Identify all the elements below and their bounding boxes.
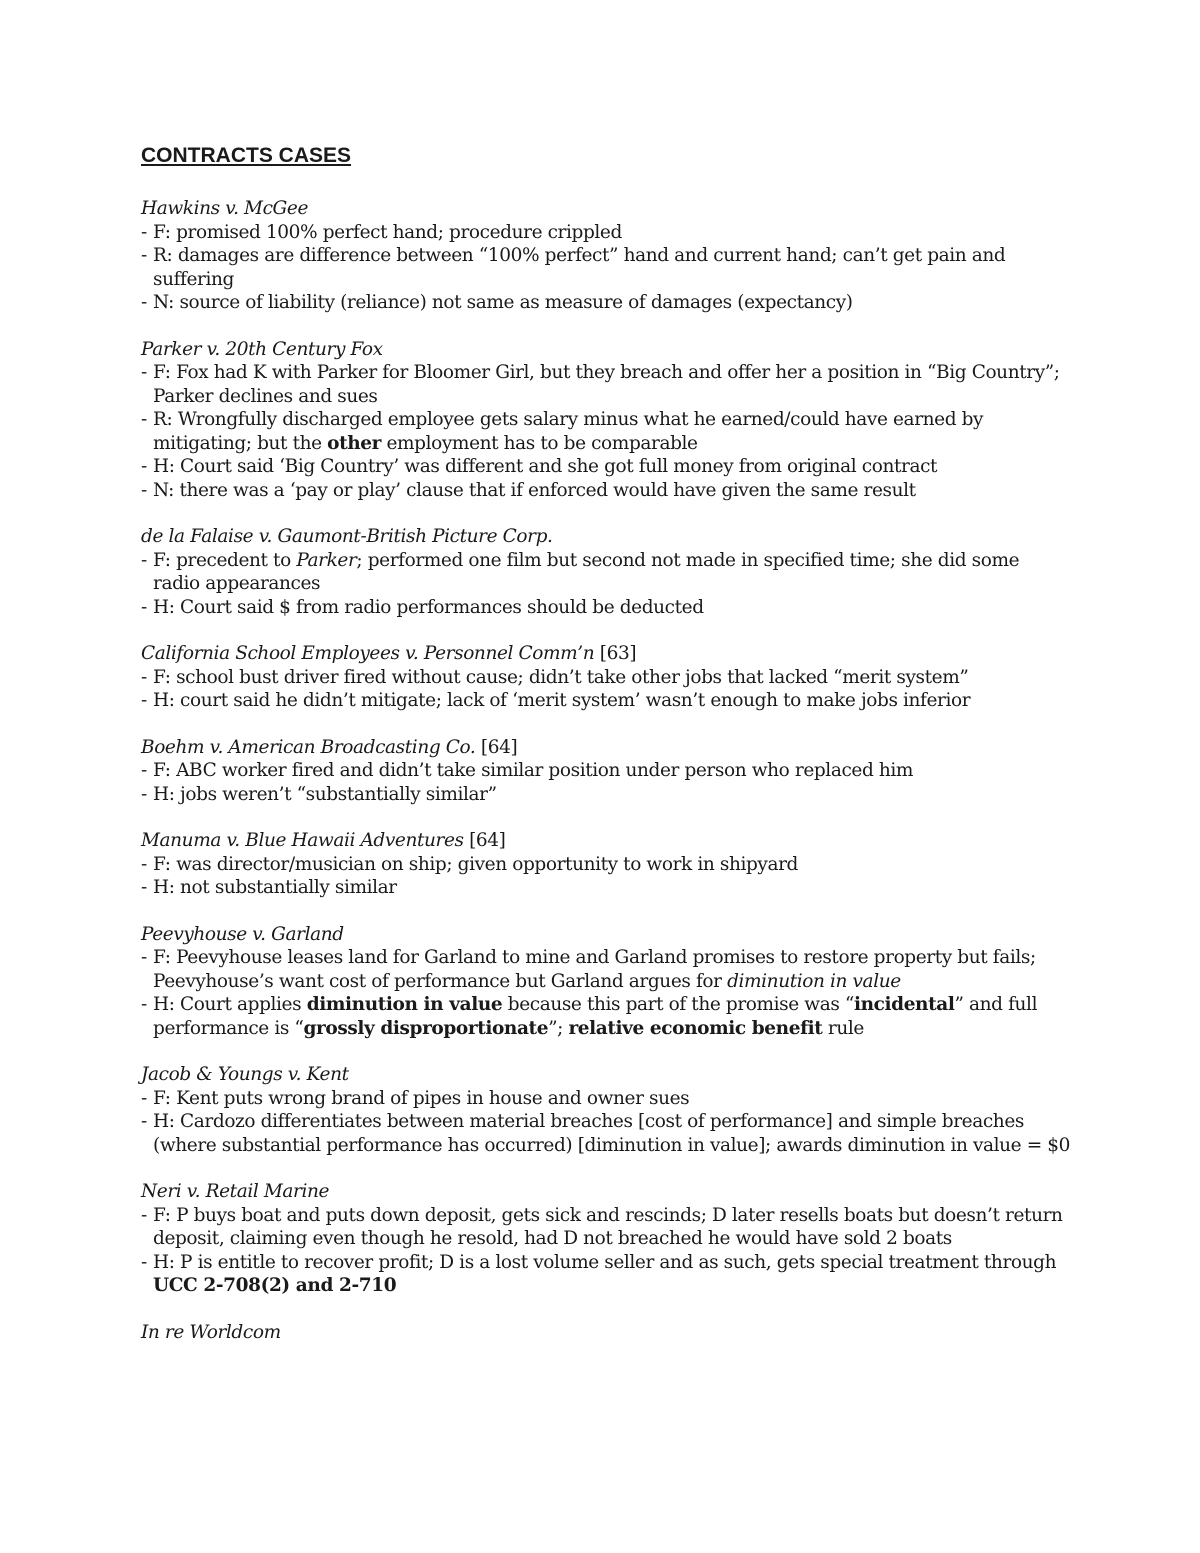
note-text: F: Kent puts wrong brand of pipes in house and owner sues bbox=[153, 1087, 690, 1109]
case-note bbox=[141, 361, 1071, 408]
case-note bbox=[141, 291, 1071, 315]
case-entry bbox=[141, 829, 1071, 900]
note-text: H: Court applies bbox=[153, 994, 307, 1015]
case-heading bbox=[141, 923, 1071, 947]
case-note bbox=[141, 221, 1071, 245]
case-name: California School Employees v. Personnel Comm’n bbox=[141, 643, 595, 664]
case-note bbox=[141, 596, 1071, 620]
note-text: F: promised 100% perfect hand; procedure crippled bbox=[153, 221, 622, 243]
note-text: F: precedent to bbox=[153, 549, 297, 571]
case-name: Jacob & Youngs v. Kent bbox=[141, 1064, 349, 1085]
case-note bbox=[141, 479, 1071, 503]
case-heading bbox=[141, 1180, 1071, 1204]
case-entry bbox=[141, 642, 1071, 713]
emphasis-bold: relative economic benefit bbox=[568, 1017, 823, 1039]
case-name: Parker v. 20th Century Fox bbox=[141, 338, 383, 360]
case-note bbox=[141, 549, 1071, 596]
case-citation: [64] bbox=[475, 736, 518, 758]
emphasis-bold: UCC 2-708(2) and 2-710 bbox=[153, 1275, 397, 1296]
case-note bbox=[141, 993, 1071, 1040]
note-text: ” and full performance is “ bbox=[153, 994, 1038, 1039]
note-text: N: there was a ‘pay or play’ clause that if enforced would have given the same result bbox=[153, 479, 916, 501]
note-text: R: Wrongfully discharged employee gets salary minus what he earned/could have earned by mitigating; but the bbox=[153, 409, 984, 454]
case-name: de la Falaise v. Gaumont-British Picture Corp. bbox=[141, 526, 553, 547]
note-text: F: P buys boat and puts down deposit, gets sick and rescinds; D later resells boats but doesn’t return deposit, claiming even though he resold, had D not breached he would have sold 2 boats bbox=[153, 1204, 1063, 1249]
case-note bbox=[141, 1204, 1071, 1251]
emphasis-bold: diminution in value bbox=[306, 994, 503, 1015]
case-list bbox=[141, 197, 1071, 1344]
case-entry bbox=[141, 1063, 1071, 1157]
note-text: F: school bust driver fired without cause; didn’t take other jobs that lacked “merit system” bbox=[153, 666, 969, 688]
note-text: H: Court said ‘Big Country’ was different and she got full money from original contract bbox=[153, 456, 938, 477]
case-heading bbox=[141, 1321, 1071, 1345]
case-heading bbox=[141, 197, 1071, 221]
page-title: CONTRACTS CASES bbox=[141, 144, 352, 167]
case-note bbox=[141, 876, 1071, 900]
case-heading bbox=[141, 525, 1071, 549]
case-note bbox=[141, 783, 1071, 807]
note-text: H: court said he didn’t mitigate; lack of ‘merit system’ wasn’t enough to make jobs inferior bbox=[153, 690, 971, 711]
case-note bbox=[141, 1251, 1071, 1298]
note-text: H: Cardozo differentiates between material breaches [cost of performance] and simple breaches (where substantial performance has occurred) [diminution in value]; awards diminution in value = $0 bbox=[153, 1111, 1071, 1156]
case-entry bbox=[141, 525, 1071, 619]
case-name: Neri v. Retail Marine bbox=[141, 1181, 330, 1202]
note-text: H: jobs weren’t “substantially similar” bbox=[153, 783, 497, 805]
case-entry bbox=[141, 338, 1071, 503]
case-note bbox=[141, 689, 1071, 713]
note-text: H: P is entitle to recover profit; D is a lost volume seller and as such, gets special treatment through bbox=[153, 1251, 1057, 1273]
case-note bbox=[141, 1110, 1071, 1157]
case-entry bbox=[141, 923, 1071, 1041]
case-heading bbox=[141, 642, 1071, 666]
note-text: ; performed one film but second not made in specified time; she did some radio appearances bbox=[153, 549, 1020, 594]
case-note bbox=[141, 666, 1071, 690]
note-text: F: ABC worker fired and didn’t take similar position under person who replaced him bbox=[153, 760, 914, 781]
case-name: In re Worldcom bbox=[141, 1321, 281, 1343]
case-entry bbox=[141, 736, 1071, 807]
case-name: Peevyhouse v. Garland bbox=[141, 923, 344, 945]
case-note bbox=[141, 759, 1071, 783]
emphasis-italic: Parker bbox=[296, 549, 357, 571]
case-name: Hawkins v. McGee bbox=[141, 198, 309, 219]
note-text: N: source of liability (reliance) not same as measure of damages (expectancy) bbox=[153, 292, 853, 313]
case-heading bbox=[141, 1063, 1071, 1087]
note-text: rule bbox=[822, 1017, 864, 1039]
case-note bbox=[141, 244, 1071, 291]
emphasis-italic: diminution in value bbox=[727, 970, 901, 992]
document-page bbox=[141, 141, 1071, 1367]
note-text: R: damages are difference between “100% perfect” hand and current hand; can’t get pain and suffering bbox=[153, 245, 1006, 290]
case-citation: [63] bbox=[594, 643, 637, 664]
note-text: F: was director/musician on ship; given opportunity to work in shipyard bbox=[153, 853, 798, 875]
case-note bbox=[141, 408, 1071, 455]
note-text: employment has to be comparable bbox=[381, 432, 698, 454]
note-text: F: Peevyhouse leases land for Garland to mine and Garland promises to restore property but fails; Peevyhouse’s want cost of performance but Garland argues for bbox=[153, 947, 1036, 992]
case-citation: [64] bbox=[463, 830, 506, 851]
case-entry bbox=[141, 197, 1071, 315]
note-text: F: Fox had K with Parker for Bloomer Girl, but they breach and offer her a position in “Big Country”; Parker declines and sues bbox=[153, 362, 1060, 407]
note-text: H: not substantially similar bbox=[153, 877, 397, 898]
emphasis-bold: grossly disproportionate bbox=[303, 1017, 549, 1039]
case-entry bbox=[141, 1321, 1071, 1345]
emphasis-bold: incidental bbox=[853, 994, 955, 1015]
case-name: Manuma v. Blue Hawaii Adventures bbox=[141, 830, 464, 851]
case-note bbox=[141, 455, 1071, 479]
note-text: because this part of the promise was “ bbox=[502, 994, 854, 1015]
case-entry bbox=[141, 1180, 1071, 1298]
note-text: ”; bbox=[548, 1017, 569, 1039]
case-name: Boehm v. American Broadcasting Co. bbox=[141, 736, 476, 758]
case-heading bbox=[141, 829, 1071, 853]
case-note bbox=[141, 946, 1071, 993]
case-note bbox=[141, 853, 1071, 877]
note-text: H: Court said $ from radio performances should be deducted bbox=[153, 596, 704, 618]
emphasis-bold: other bbox=[327, 432, 382, 454]
case-note bbox=[141, 1087, 1071, 1111]
case-heading bbox=[141, 338, 1071, 362]
case-heading bbox=[141, 736, 1071, 760]
